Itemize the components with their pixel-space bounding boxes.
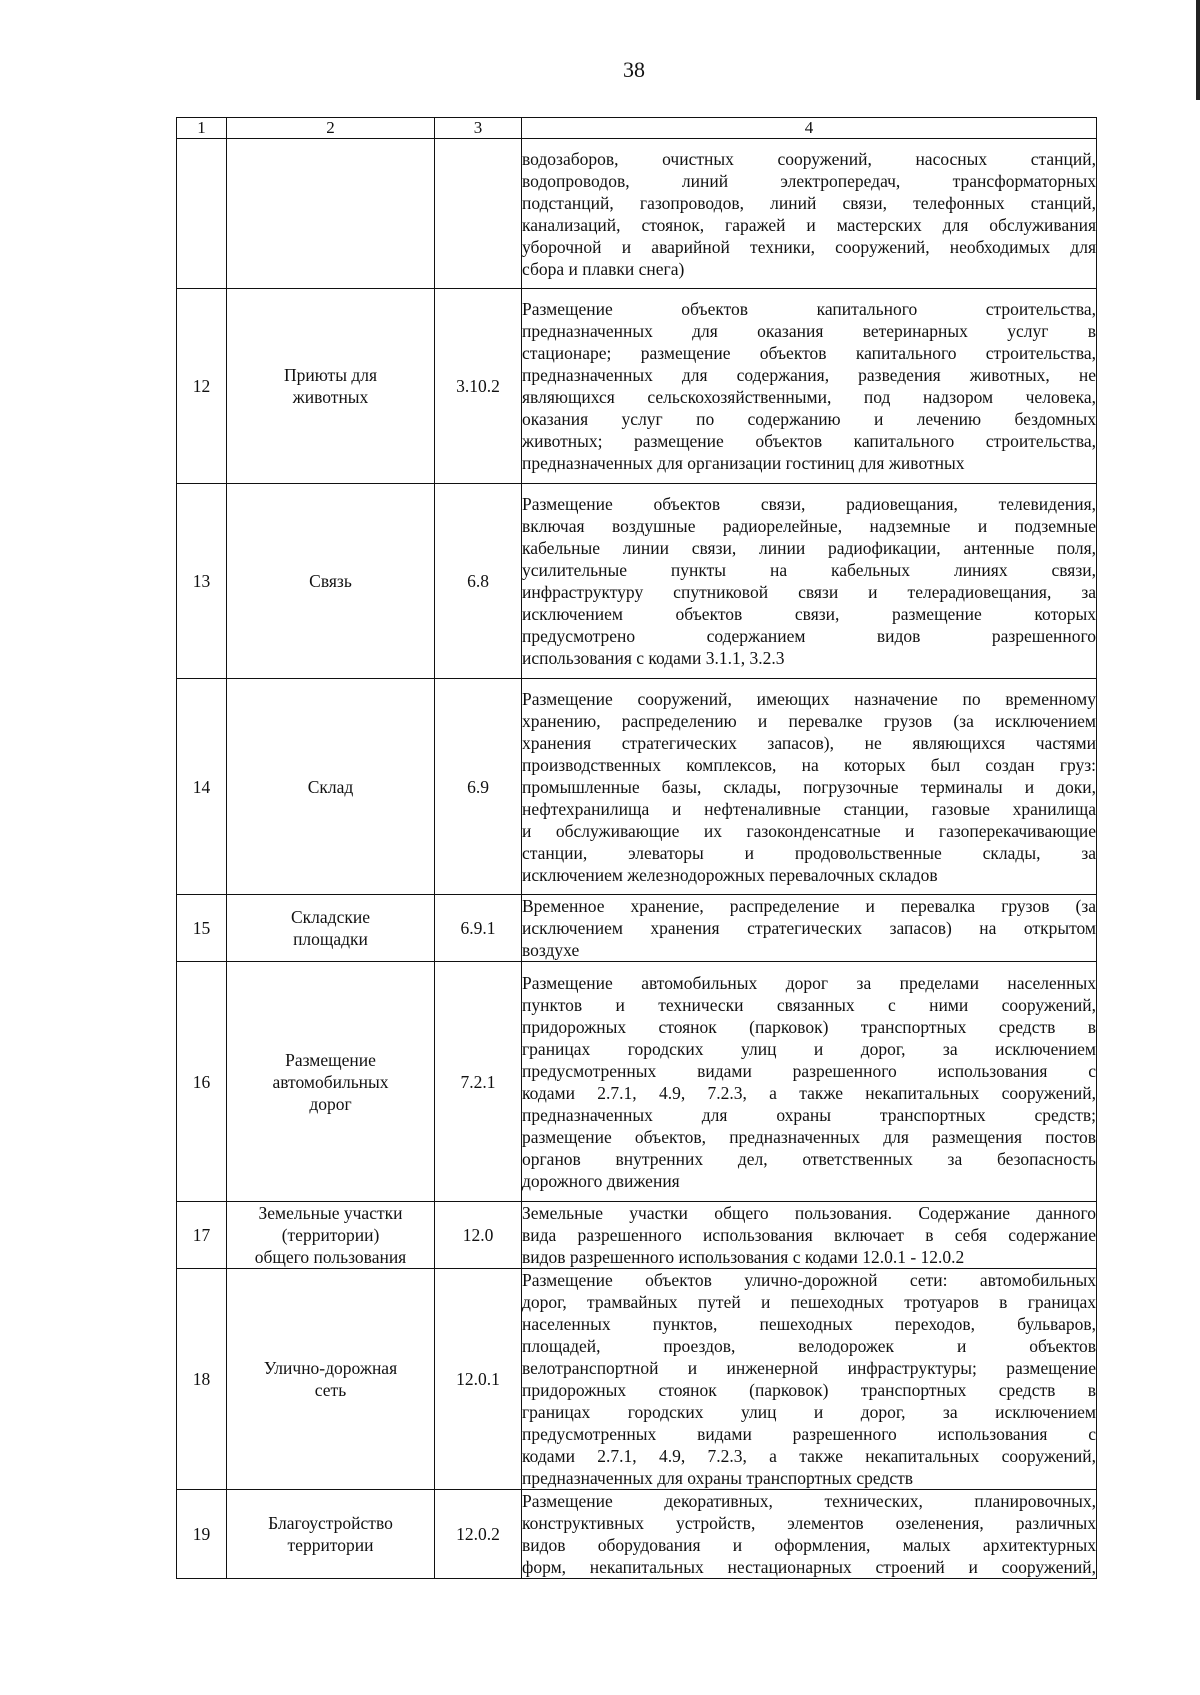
- use-type-name-line: Склад: [307, 776, 354, 797]
- use-type-name-line: автомобильных: [272, 1071, 389, 1092]
- table-row: [177, 289, 1097, 484]
- use-type-name-line: Улично-дорожная: [263, 1358, 398, 1378]
- description-line: дорог, трамвайных путей и пешеходных тротуаров в границах: [522, 1292, 1096, 1312]
- use-type-name-line: Приюты для: [283, 365, 378, 385]
- description-line: Размещение сооружений, имеющих назначение по временному: [522, 688, 1096, 709]
- description-line: велотранспортной и инженерной инфраструктуры; размещение: [522, 1358, 1096, 1378]
- description-line: предназначенных для охраны транспортных средств: [522, 1468, 914, 1488]
- description-line: предназначенных для организации гостиниц для животных: [522, 453, 965, 473]
- table-row: [177, 962, 1097, 1202]
- description-line: пунктов и технически связанных с ними сооружений,: [522, 994, 1096, 1015]
- description-cell: [522, 289, 1097, 484]
- description-cell: [522, 1490, 1097, 1579]
- empty-cell: [177, 139, 227, 289]
- use-type-code: 6.9: [435, 679, 522, 895]
- use-type-code: 6.9.1: [435, 895, 522, 962]
- description-line: предусмотренных видами разрешенного использования с: [522, 1424, 1096, 1444]
- use-type-name-line: Складские: [291, 907, 370, 927]
- use-type-name: [227, 895, 435, 962]
- table-row: [177, 895, 1097, 962]
- description-cell: [522, 139, 1097, 289]
- description-line: предназначенных для содержания, разведения животных, не: [522, 365, 1096, 385]
- row-number: 14: [177, 679, 227, 895]
- table-row: [177, 484, 1097, 679]
- header-cell: 3: [435, 118, 522, 139]
- description-line: оказания услуг по содержанию и лечению бездомных: [522, 409, 1096, 429]
- description-line: границах городских улиц и дорог, за исключением: [522, 1402, 1096, 1422]
- empty-cell: [227, 139, 435, 289]
- description-line: производственных комплексов, на которых был создан груз:: [522, 754, 1096, 775]
- description-line: водопроводов, линий электропередач, трансформаторных: [522, 170, 1096, 191]
- description-line: Временное хранение, распределение и перевалка грузов (за: [522, 896, 1096, 916]
- description-line: площадей, проездов, велодорожек и объектов: [522, 1336, 1096, 1356]
- description-line: исключением объектов связи, размещение которых: [522, 604, 1096, 624]
- description-line: хранению, распределению и перевалке грузов (за исключением: [522, 710, 1096, 731]
- description-cell: [522, 895, 1097, 962]
- table-row: [177, 1490, 1097, 1579]
- description-line: предусмотрено содержанием видов разрешенного: [522, 626, 1096, 646]
- description-line: форм, некапитальных нестационарных строений и сооружений,: [522, 1557, 1096, 1577]
- use-type-code: 12.0: [435, 1202, 522, 1269]
- description-cell: [522, 1269, 1097, 1490]
- use-type-name: [227, 1490, 435, 1579]
- description-line: воздухе: [522, 940, 580, 960]
- use-type-name-line: Благоустройство: [268, 1513, 393, 1533]
- description-line: канализаций, стоянок, гаражей и мастерских для обслуживания: [522, 214, 1096, 235]
- description-line: исключением хранения стратегических запасов) на открытом: [522, 918, 1096, 938]
- description-line: дорожного движения: [522, 1170, 680, 1191]
- table-row: [177, 1269, 1097, 1490]
- use-type-code: 3.10.2: [435, 289, 522, 484]
- description-cell: [522, 679, 1097, 895]
- use-type-name-line: (территории): [281, 1225, 380, 1245]
- description-line: предназначенных для охраны транспортных средств;: [522, 1104, 1096, 1125]
- table-row: [177, 679, 1097, 895]
- page-number: 38: [623, 57, 645, 82]
- row-number: 19: [177, 1490, 227, 1579]
- description-line: конструктивных устройств, элементов озеленения, различных: [522, 1513, 1096, 1533]
- header-cell: 2: [227, 118, 435, 139]
- use-type-name: [227, 1202, 435, 1269]
- description-line: использования с кодами 3.1.1, 3.2.3: [522, 648, 785, 668]
- description-line: животных; размещение объектов капитального строительства,: [522, 431, 1096, 451]
- description-line: являющихся сельскохозяйственными, под надзором человека,: [522, 387, 1096, 407]
- description-line: сбора и плавки снега): [522, 258, 685, 279]
- use-type-name-line: сеть: [314, 1380, 347, 1400]
- land-use-table: [176, 117, 1097, 1579]
- description-line: видов оборудования и оформления, малых архитектурных: [522, 1535, 1096, 1555]
- description-line: Размещение объектов улично-дорожной сети: автомобильных: [522, 1270, 1096, 1290]
- use-type-name-line: территории: [287, 1535, 374, 1555]
- description-line: предусмотренных видами разрешенного использования с: [522, 1060, 1096, 1081]
- table-header-row: [177, 118, 1097, 139]
- row-number: 16: [177, 962, 227, 1202]
- empty-cell: [435, 139, 522, 289]
- row-number: 15: [177, 895, 227, 962]
- use-type-name: [227, 289, 435, 484]
- use-type-name: [227, 1269, 435, 1490]
- description-cell: [522, 962, 1097, 1202]
- description-line: границах городских улиц и дорог, за исключением: [522, 1038, 1096, 1059]
- table-row: [177, 1202, 1097, 1269]
- row-number: 12: [177, 289, 227, 484]
- description-line: Размещение автомобильных дорог за пределами населенных: [522, 972, 1096, 993]
- description-line: подстанций, газопроводов, линий связи, телефонных станций,: [522, 192, 1096, 213]
- row-number: 17: [177, 1202, 227, 1269]
- description-line: кабельные линии связи, линии радиофикации, антенные поля,: [522, 538, 1096, 558]
- description-line: водозаборов, очистных сооружений, насосных станций,: [522, 148, 1096, 169]
- header-cell: 1: [177, 118, 227, 139]
- use-type-name-line: Размещение: [285, 1049, 376, 1070]
- description-line: Размещение декоративных, технических, планировочных,: [522, 1491, 1096, 1511]
- row-number: 18: [177, 1269, 227, 1490]
- use-type-name-line: общего пользования: [254, 1247, 407, 1267]
- row-number: 13: [177, 484, 227, 679]
- description-line: кодами 2.7.1, 4.9, 7.2.3, а также некапитальных сооружений,: [522, 1446, 1096, 1466]
- description-line: вида разрешенного использования включает в себя содержание: [522, 1225, 1096, 1245]
- description-line: промышленные базы, склады, погрузочные терминалы и доки,: [522, 776, 1096, 797]
- description-line: исключением железнодорожных перевалочных складов: [522, 864, 938, 885]
- description-line: стационаре; размещение объектов капитального строительства,: [522, 343, 1096, 363]
- description-line: органов внутренних дел, ответственных за безопасность: [522, 1148, 1096, 1169]
- description-line: придорожных стоянок (парковок) транспортных средств в: [522, 1016, 1096, 1037]
- description-line: Земельные участки общего пользования. Содержание данного: [522, 1203, 1096, 1223]
- continuation-row: [177, 139, 1097, 289]
- use-type-code: 12.0.2: [435, 1490, 522, 1579]
- scan-edge-mark: [1196, 0, 1200, 100]
- description-cell: [522, 1202, 1097, 1269]
- description-line: уборочной и аварийной техники, сооружений, необходимых для: [522, 236, 1096, 257]
- description-line: придорожных стоянок (парковок) транспортных средств в: [522, 1380, 1096, 1400]
- use-type-name-line: площадки: [293, 929, 368, 949]
- use-type-name-line: Земельные участки: [258, 1203, 403, 1223]
- description-line: и обслуживающие их газоконденсатные и газоперекачивающие: [522, 820, 1096, 841]
- use-type-name: [227, 484, 435, 679]
- description-line: населенных пунктов, пешеходных переходов, бульваров,: [522, 1314, 1096, 1334]
- description-line: усилительные пункты на кабельных линиях связи,: [522, 560, 1096, 580]
- description-line: Размещение объектов капитального строительства,: [522, 299, 1096, 319]
- description-line: включая воздушные радиорелейные, надземные и подземные: [522, 516, 1096, 536]
- use-type-name-line: дорог: [309, 1093, 352, 1114]
- use-type-code: 12.0.1: [435, 1269, 522, 1490]
- use-type-name-line: Связь: [309, 571, 352, 591]
- use-type-code: 6.8: [435, 484, 522, 679]
- description-line: нефтехранилища и нефтеналивные станции, газовые хранилища: [522, 798, 1096, 819]
- use-type-code: 7.2.1: [435, 962, 522, 1202]
- header-cell: 4: [522, 118, 1097, 139]
- description-line: инфраструктуру спутниковой связи и телерадиовещания, за: [522, 582, 1096, 602]
- use-type-name-line: животных: [292, 387, 369, 407]
- description-line: хранения стратегических запасов), не являющихся частями: [522, 732, 1096, 753]
- description-line: видов разрешенного использования с кодами 12.0.1 - 12.0.2: [522, 1247, 965, 1267]
- description-line: кодами 2.7.1, 4.9, 7.2.3, а также некапитальных сооружений,: [522, 1082, 1096, 1103]
- description-line: станции, элеваторы и продовольственные склады, за: [522, 842, 1096, 863]
- description-line: размещение объектов, предназначенных для размещения постов: [522, 1126, 1096, 1147]
- description-line: Размещение объектов связи, радиовещания, телевидения,: [522, 494, 1096, 514]
- use-type-name: [227, 679, 435, 895]
- description-line: предназначенных для оказания ветеринарных услуг в: [522, 321, 1096, 341]
- description-cell: [522, 484, 1097, 679]
- use-type-name: [227, 962, 435, 1202]
